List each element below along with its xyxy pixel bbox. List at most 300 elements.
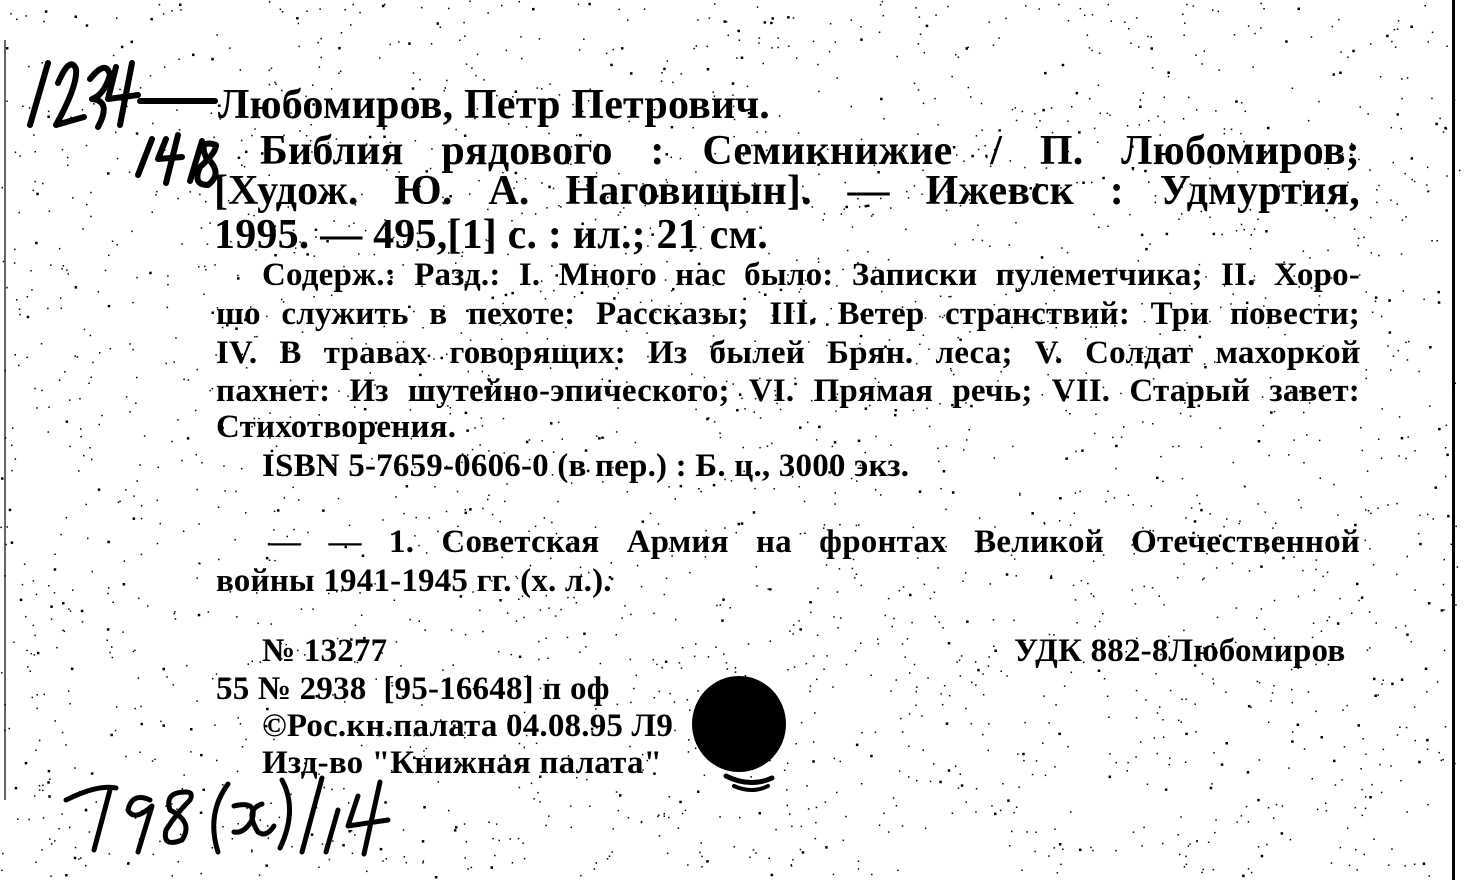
- noise-speck: [167, 307, 169, 309]
- noise-speck: [843, 840, 845, 842]
- noise-speck: [139, 752, 141, 754]
- noise-speck: [1377, 508, 1379, 510]
- noise-speck: [966, 801, 968, 803]
- noise-speck: [958, 56, 960, 58]
- noise-speck: [36, 594, 38, 596]
- noise-speck: [1001, 671, 1003, 673]
- noise-speck: [183, 379, 185, 381]
- noise-speck: [802, 851, 805, 854]
- noise-speck: [173, 684, 175, 686]
- noise-speck: [1306, 434, 1308, 436]
- noise-speck: [846, 664, 848, 666]
- noise-speck: [1308, 691, 1310, 693]
- noise-speck: [1401, 128, 1403, 129]
- noise-speck: [1376, 202, 1378, 204]
- noise-speck: [506, 50, 508, 52]
- noise-speck: [903, 586, 905, 588]
- noise-speck: [1211, 783, 1213, 785]
- noise-speck: [482, 508, 484, 510]
- noise-speck: [994, 457, 996, 459]
- noise-speck: [966, 439, 968, 441]
- noise-speck: [1075, 451, 1077, 453]
- noise-speck: [810, 685, 812, 687]
- noise-speck: [1408, 341, 1410, 343]
- noise-speck: [909, 594, 912, 597]
- noise-speck: [858, 868, 860, 870]
- noise-speck: [943, 470, 946, 473]
- noise-speck: [434, 486, 436, 488]
- noise-speck: [1303, 412, 1305, 414]
- noise-speck: [1054, 766, 1056, 768]
- noise-speck: [257, 623, 259, 625]
- noise-speck: [234, 539, 236, 541]
- noise-speck: [926, 25, 929, 28]
- noise-speck: [498, 651, 500, 653]
- noise-speck: [1329, 616, 1331, 618]
- noise-speck: [817, 635, 819, 637]
- noise-speck: [665, 661, 668, 664]
- noise-speck: [971, 682, 973, 684]
- noise-speck: [1365, 509, 1367, 511]
- noise-speck: [440, 27, 442, 29]
- noise-speck: [1138, 46, 1140, 48]
- noise-speck: [1298, 596, 1300, 598]
- noise-speck: [163, 724, 166, 727]
- noise-speck: [1327, 620, 1329, 622]
- noise-speck: [504, 501, 506, 503]
- noise-speck: [138, 598, 140, 600]
- noise-speck: [545, 825, 547, 827]
- noise-speck: [1170, 690, 1172, 692]
- noise-speck: [542, 440, 544, 442]
- noise-speck: [321, 57, 323, 59]
- noise-speck: [134, 708, 136, 710]
- noise-speck: [1344, 746, 1346, 748]
- noise-speck: [968, 87, 970, 89]
- noise-speck: [1136, 17, 1138, 19]
- noise-speck: [1298, 8, 1301, 11]
- noise-speck: [896, 679, 898, 681]
- noise-speck: [1242, 875, 1245, 878]
- noise-speck: [50, 264, 52, 266]
- noise-speck: [883, 118, 885, 120]
- noise-speck: [1431, 98, 1433, 100]
- noise-speck: [54, 592, 56, 594]
- noise-speck: [589, 806, 591, 808]
- noise-speck: [810, 612, 812, 614]
- noise-speck: [1268, 807, 1270, 809]
- noise-speck: [694, 656, 696, 658]
- noise-speck: [1209, 217, 1211, 219]
- noise-speck: [448, 810, 450, 812]
- noise-speck: [519, 787, 521, 789]
- noise-speck: [109, 652, 111, 654]
- noise-speck: [1363, 237, 1365, 239]
- noise-speck: [7, 526, 9, 528]
- noise-speck: [664, 815, 666, 817]
- noise-speck: [526, 441, 529, 444]
- noise-speck: [1135, 603, 1137, 605]
- noise-speck: [319, 66, 321, 68]
- noise-speck: [715, 646, 717, 648]
- noise-speck: [1308, 120, 1310, 122]
- noise-speck: [1260, 565, 1263, 568]
- noise-speck: [1273, 817, 1275, 819]
- noise-speck: [885, 615, 887, 617]
- noise-speck: [1180, 413, 1182, 415]
- noise-speck: [1202, 579, 1204, 581]
- noise-speck: [621, 617, 623, 619]
- noise-speck: [141, 554, 143, 556]
- noise-speck: [187, 437, 190, 440]
- noise-speck: [588, 3, 591, 6]
- noise-speck: [1425, 5, 1427, 7]
- noise-speck: [47, 308, 49, 310]
- noise-speck: [422, 840, 425, 843]
- noise-speck: [1016, 120, 1018, 122]
- noise-speck: [826, 655, 828, 657]
- noise-speck: [1105, 501, 1107, 503]
- noise-speck: [856, 744, 859, 747]
- noise-speck: [847, 250, 849, 252]
- noise-speck: [1162, 481, 1164, 483]
- noise-speck: [860, 38, 863, 41]
- noise-speck: [1406, 811, 1408, 813]
- noise-speck: [1181, 699, 1183, 701]
- noise-speck: [274, 511, 276, 512]
- noise-speck: [88, 383, 90, 385]
- noise-speck: [11, 445, 13, 447]
- noise-speck: [701, 856, 703, 858]
- noise-speck: [66, 420, 69, 423]
- noise-speck: [127, 862, 130, 865]
- noise-speck: [403, 513, 405, 515]
- noise-speck: [1411, 641, 1413, 643]
- noise-speck: [186, 665, 188, 667]
- noise-speck: [464, 35, 466, 37]
- noise-speck: [6, 287, 8, 289]
- noise-speck: [20, 599, 23, 602]
- noise-speck: [1152, 67, 1154, 69]
- noise-speck: [550, 422, 553, 425]
- noise-speck: [218, 559, 220, 561]
- noise-speck: [923, 749, 925, 751]
- noise-speck: [758, 42, 760, 44]
- noise-speck: [637, 565, 639, 567]
- title-line-1: Библия рядового : Семикнижие / П. Любомиров;: [260, 128, 1360, 174]
- noise-speck: [942, 704, 944, 706]
- noise-speck: [787, 805, 789, 807]
- noise-speck: [837, 77, 839, 79]
- noise-speck: [529, 439, 531, 441]
- noise-speck: [446, 511, 448, 513]
- noise-speck: [121, 46, 124, 49]
- noise-speck: [87, 538, 89, 540]
- noise-speck: [174, 613, 176, 615]
- noise-speck: [834, 503, 836, 505]
- noise-speck: [935, 616, 937, 618]
- noise-speck: [265, 864, 268, 867]
- noise-speck: [909, 713, 911, 715]
- noise-speck: [600, 663, 602, 665]
- noise-speck: [31, 289, 33, 291]
- noise-speck: [1070, 811, 1072, 813]
- noise-speck: [166, 363, 168, 365]
- noise-speck: [1143, 92, 1145, 94]
- noise-speck: [548, 607, 550, 609]
- noise-speck: [1250, 707, 1252, 709]
- noise-speck: [1100, 113, 1102, 115]
- noise-speck: [81, 610, 84, 613]
- noise-speck: [789, 813, 791, 815]
- noise-speck: [1185, 733, 1188, 736]
- noise-speck: [800, 849, 802, 851]
- noise-speck: [774, 488, 776, 490]
- noise-speck: [457, 491, 459, 493]
- noise-speck: [1067, 746, 1069, 748]
- noise-speck: [171, 10, 173, 12]
- noise-speck: [963, 449, 965, 451]
- handwritten-shelf-mark: [58, 770, 418, 860]
- noise-speck: [522, 842, 524, 844]
- noise-speck: [33, 580, 35, 582]
- noise-speck: [988, 750, 990, 752]
- noise-speck: [90, 216, 92, 218]
- noise-speck: [915, 705, 917, 707]
- noise-speck: [1016, 807, 1018, 809]
- noise-speck: [91, 459, 93, 461]
- noise-speck: [296, 17, 299, 20]
- noise-speck: [133, 517, 136, 520]
- noise-speck: [1232, 563, 1234, 565]
- noise-speck: [1338, 19, 1340, 21]
- noise-speck: [1302, 570, 1304, 572]
- noise-speck: [1388, 864, 1390, 866]
- noise-speck: [1371, 784, 1373, 786]
- noise-speck: [1151, 47, 1154, 50]
- noise-speck: [627, 19, 629, 21]
- noise-speck: [135, 403, 137, 405]
- noise-speck: [125, 489, 127, 491]
- noise-speck: [823, 669, 825, 671]
- noise-speck: [1241, 224, 1243, 226]
- contents-line-4: пахнет: Из шутейно-эпического; VI. Прямая речь; VII. Старый завет:: [216, 373, 1360, 409]
- noise-speck: [208, 611, 210, 613]
- noise-speck: [1383, 680, 1385, 682]
- noise-speck: [1445, 726, 1447, 728]
- noise-speck: [817, 588, 819, 590]
- noise-speck: [350, 24, 352, 26]
- noise-speck: [598, 437, 601, 440]
- noise-speck: [1075, 599, 1077, 601]
- noise-speck: [1012, 446, 1014, 448]
- noise-speck: [880, 494, 882, 496]
- noise-speck: [858, 440, 861, 443]
- noise-speck: [196, 489, 198, 491]
- noise-speck: [1162, 719, 1164, 721]
- noise-speck: [890, 445, 892, 447]
- noise-speck: [1315, 569, 1317, 571]
- noise-speck: [613, 49, 615, 51]
- noise-speck: [198, 523, 200, 525]
- noise-speck: [1107, 226, 1109, 228]
- noise-speck: [539, 801, 541, 803]
- noise-speck: [1396, 574, 1398, 576]
- noise-speck: [271, 68, 273, 70]
- noise-speck: [1200, 509, 1203, 512]
- noise-speck: [1185, 762, 1187, 764]
- noise-speck: [1042, 109, 1045, 112]
- noise-speck: [1405, 173, 1407, 175]
- noise-speck: [1292, 731, 1294, 733]
- noise-speck: [298, 23, 300, 25]
- noise-speck: [659, 835, 661, 837]
- noise-speck: [695, 748, 697, 750]
- noise-speck: [1017, 753, 1019, 755]
- noise-speck: [1446, 454, 1449, 457]
- noise-speck: [177, 419, 179, 421]
- noise-speck: [1248, 868, 1250, 870]
- noise-speck: [958, 787, 960, 789]
- noise-speck: [1241, 102, 1243, 104]
- noise-speck: [1060, 864, 1062, 866]
- noise-speck: [1109, 114, 1111, 116]
- noise-speck: [852, 568, 854, 570]
- noise-speck: [214, 724, 216, 726]
- noise-speck: [960, 774, 962, 776]
- noise-speck: [955, 766, 957, 768]
- noise-speck: [75, 286, 78, 289]
- noise-speck: [1164, 121, 1166, 123]
- noise-speck: [982, 734, 984, 736]
- noise-speck: [1195, 703, 1197, 705]
- noise-speck: [1048, 855, 1050, 857]
- noise-speck: [578, 4, 580, 6]
- noise-speck: [42, 790, 44, 792]
- noise-speck: [914, 664, 916, 666]
- noise-speck: [466, 429, 469, 432]
- noise-speck: [149, 272, 152, 275]
- noise-speck: [562, 438, 564, 440]
- noise-speck: [15, 354, 17, 356]
- noise-speck: [1191, 507, 1193, 509]
- noise-speck: [424, 629, 426, 631]
- noise-speck: [167, 275, 169, 277]
- noise-speck: [1394, 29, 1396, 31]
- noise-speck: [1087, 583, 1089, 585]
- noise-speck: [1423, 863, 1426, 866]
- noise-speck: [1183, 118, 1185, 120]
- noise-speck: [641, 822, 643, 824]
- noise-speck: [1127, 762, 1129, 764]
- noise-speck: [1340, 847, 1342, 849]
- noise-speck: [134, 650, 136, 652]
- noise-speck: [152, 212, 154, 214]
- noise-speck: [1378, 185, 1380, 187]
- noise-speck: [431, 43, 433, 45]
- noise-speck: [147, 605, 149, 607]
- noise-speck: [123, 583, 126, 586]
- noise-speck: [899, 590, 901, 592]
- noise-speck: [893, 618, 895, 620]
- noise-speck: [816, 679, 818, 681]
- noise-speck: [150, 18, 153, 21]
- noise-speck: [74, 767, 76, 769]
- noise-speck: [1379, 764, 1381, 766]
- noise-speck: [341, 32, 343, 34]
- noise-speck: [756, 566, 758, 568]
- noise-speck: [1312, 778, 1314, 780]
- noise-speck: [688, 739, 690, 741]
- noise-speck: [1347, 828, 1349, 830]
- noise-speck: [379, 57, 381, 59]
- noise-speck: [27, 296, 29, 298]
- noise-speck: [696, 45, 698, 47]
- noise-speck: [739, 817, 741, 819]
- noise-speck: [1091, 50, 1093, 52]
- noise-speck: [112, 241, 114, 243]
- noise-speck: [1094, 433, 1096, 435]
- noise-speck: [1390, 765, 1392, 767]
- noise-speck: [406, 862, 408, 864]
- noise-speck: [784, 770, 786, 772]
- noise-speck: [1034, 851, 1036, 853]
- noise-speck: [240, 69, 242, 71]
- noise-speck: [988, 723, 990, 725]
- noise-speck: [1274, 411, 1276, 413]
- noise-speck: [880, 4, 882, 6]
- noise-speck: [1288, 454, 1290, 456]
- noise-speck: [1374, 695, 1377, 698]
- noise-speck: [1405, 216, 1407, 218]
- noise-speck: [965, 708, 967, 710]
- noise-speck: [1292, 88, 1294, 90]
- noise-speck: [961, 784, 964, 787]
- noise-speck: [939, 621, 941, 623]
- noise-speck: [1250, 248, 1252, 250]
- noise-speck: [654, 697, 656, 699]
- noise-speck: [1446, 46, 1448, 48]
- noise-speck: [570, 805, 572, 807]
- noise-speck: [726, 21, 728, 23]
- noise-speck: [110, 348, 112, 350]
- noise-speck: [1064, 685, 1066, 687]
- noise-speck: [701, 491, 703, 493]
- hole-shadow-mark: [720, 768, 780, 798]
- noise-speck: [911, 622, 913, 624]
- noise-speck: [1204, 50, 1206, 52]
- noise-speck: [423, 860, 425, 862]
- noise-speck: [1166, 233, 1169, 236]
- noise-speck: [15, 787, 18, 790]
- noise-speck: [60, 534, 62, 536]
- noise-speck: [594, 868, 596, 870]
- noise-speck: [612, 851, 614, 853]
- noise-speck: [1358, 724, 1361, 727]
- noise-speck: [897, 870, 899, 872]
- noise-speck: [697, 19, 699, 21]
- noise-speck: [1115, 468, 1117, 470]
- noise-speck: [34, 795, 36, 797]
- noise-speck: [160, 721, 162, 723]
- noise-speck: [198, 266, 200, 268]
- noise-speck: [855, 650, 857, 652]
- noise-speck: [1213, 869, 1215, 871]
- noise-speck: [801, 826, 803, 828]
- noise-speck: [518, 838, 520, 840]
- noise-speck: [815, 822, 817, 824]
- noise-speck: [1068, 20, 1070, 22]
